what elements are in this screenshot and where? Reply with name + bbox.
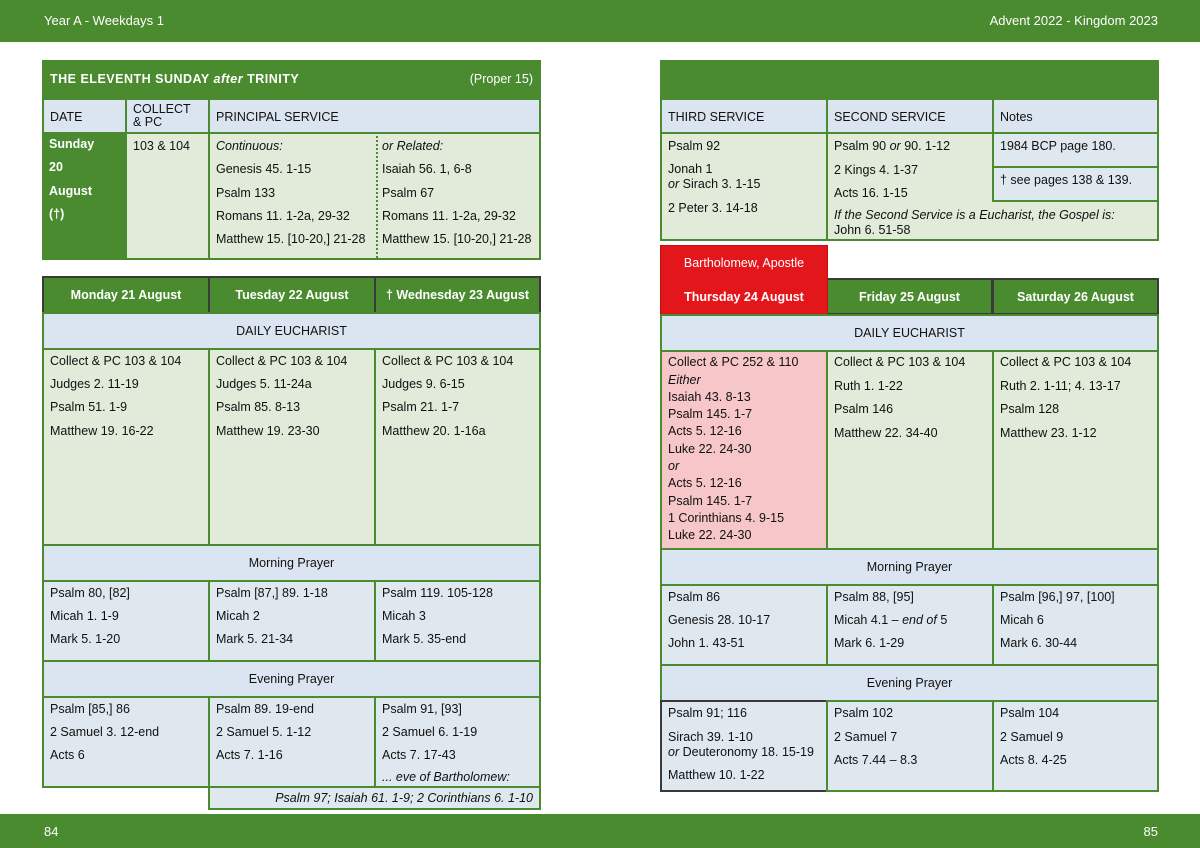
evening-monday-cell: Psalm [85,] 86 2 Samuel 3. 12-end Acts 6: [42, 696, 210, 788]
left-morning-banner: Morning Prayer: [42, 544, 541, 582]
second-psalm-line: Psalm 90 or 90. 1-12: [834, 139, 951, 153]
col-collect-header: COLLECT & PC: [125, 98, 210, 134]
sunday-date-cell: Sunday 20 August (†): [42, 132, 127, 260]
sunday-proper: (Proper 15): [469, 72, 533, 86]
eucharist-thursday-cell: Collect & PC 252 & 110 Either Isaiah 43. 8-13 Psalm 145. 1-7 Acts 5. 12-16 Luke 22. 24-30 or Acts 5. 12-16 Psalm 145. 1-7 1 Corinthians 4. 9-15 Luke 22. 24-30: [660, 350, 828, 550]
eucharist-tuesday-cell: Collect & PC 103 & 104 Judges 5. 11-24a Psalm 85. 8-13 Matthew 19. 23-30: [208, 348, 376, 546]
eucharist-wednesday-cell: Collect & PC 103 & 104 Judges 9. 6-15 Psalm 21. 1-7 Matthew 20. 1-16a: [374, 348, 541, 546]
evening-friday-cell: Psalm 102 2 Samuel 7 Acts 7.44 – 8.3: [826, 700, 994, 792]
continuous-related-divider: [376, 136, 378, 258]
eucharist-saturday-cell: Collect & PC 103 & 104 Ruth 2. 1-11; 4. 13-17 Psalm 128 Matthew 23. 1-12: [992, 350, 1159, 550]
page-header-band: [0, 0, 1200, 42]
evening-wednesday-cell: Psalm 91, [93] 2 Samuel 6. 1-19 Acts 7. 17-43 ... eve of Bartholomew:: [374, 696, 541, 788]
evening-saturday-cell: Psalm 104 2 Samuel 9 Acts 8. 4-25: [992, 700, 1159, 792]
morning-tuesday-cell: Psalm [87,] 89. 1-18 Micah 2 Mark 5. 21-34: [208, 580, 376, 662]
right-morning-banner: Morning Prayer: [660, 548, 1159, 586]
deuteronomy-alt-line: or Deuteronomy 18. 15-19: [668, 745, 814, 759]
day-header-tuesday: Tuesday 22 August: [208, 276, 376, 314]
morning-monday-cell: Psalm 80, [82] Micah 1. 1-9 Mark 5. 1-20: [42, 580, 210, 662]
eucharist-friday-cell: Collect & PC 103 & 104 Ruth 1. 1-22 Psalm 146 Matthew 22. 34-40: [826, 350, 994, 550]
sunday-title: THE ELEVENTH SUNDAY after TRINITY: [50, 72, 300, 86]
right-evening-banner: Evening Prayer: [660, 664, 1159, 702]
sunday-collect-cell: 103 & 104: [125, 132, 210, 260]
col-date-header: DATE: [42, 98, 127, 134]
day-header-thursday: Bartholomew, Apostle Thursday 24 August: [660, 245, 828, 315]
right-eucharist-banner: DAILY EUCHARIST: [660, 314, 1159, 352]
micah-range-line: Micah 4.1 – end of 5: [834, 613, 948, 627]
eucharist-monday-cell: Collect & PC 103 & 104 Judges 2. 11-19 Psalm 51. 1-9 Matthew 19. 16-22: [42, 348, 210, 546]
left-page-number: 84: [44, 824, 59, 839]
left-evening-banner: Evening Prayer: [42, 660, 541, 698]
second-service-cell: Psalm 90 or 90. 1-12 2 Kings 4. 1-37 Acts 16. 1-15 If the Second Service is a Eucharist, the Gospel is: John 6. 51-58: [826, 132, 1159, 241]
left-eucharist-banner: DAILY EUCHARIST: [42, 312, 541, 350]
evening-tuesday-cell: Psalm 89. 19-end 2 Samuel 5. 1-12 Acts 7. 1-16: [208, 696, 376, 788]
notes-cell-1: 1984 BCP page 180.: [992, 132, 1159, 168]
day-header-saturday: Saturday 26 August: [992, 278, 1159, 315]
col-notes-header: Notes: [992, 98, 1159, 134]
col-second-header: SECOND SERVICE: [826, 98, 994, 134]
sunday-title-bar: [42, 60, 541, 98]
morning-saturday-cell: Psalm [96,] 97, [100] Micah 6 Mark 6. 30-44: [992, 584, 1159, 666]
evening-thursday-cell: Psalm 91; 116 Sirach 39. 1-10 or Deuteronomy 18. 15-19 Matthew 10. 1-22: [660, 700, 828, 792]
col-principal-header: PRINCIPAL SERVICE: [208, 98, 541, 134]
third-alt-line: or Sirach 3. 1-15: [668, 177, 761, 191]
morning-friday-cell: Psalm 88, [95] Micah 4.1 – end of 5 Mark 6. 1-29: [826, 584, 994, 666]
eve-readings-cell: Psalm 97; Isaiah 61. 1-9; 2 Corinthians 6. 1-10: [208, 786, 541, 810]
sunday-principal-cell: Continuous: Genesis 45. 1-15 Psalm 133 Romans 11. 1-2a, 29-32 Matthew 15. [10-20,] 21-28 or Related: Isaiah 56. 1, 6-8 Psalm 67 Romans 11. 1-2a, 29-32 Matthew 15. [10-20,] 21-28: [208, 132, 541, 260]
col-third-header: THIRD SERVICE: [660, 98, 828, 134]
notes-cell-2: † see pages 138 & 139.: [992, 166, 1159, 202]
morning-thursday-cell: Psalm 86 Genesis 28. 10-17 John 1. 43-51: [660, 584, 828, 666]
header-right-text: Advent 2022 - Kingdom 2023: [989, 13, 1158, 28]
day-header-wednesday: † Wednesday 23 August: [374, 276, 541, 314]
page-footer-band: [0, 814, 1200, 848]
header-left-text: Year A - Weekdays 1: [44, 13, 164, 28]
right-page-number: 85: [1143, 824, 1158, 839]
sunday-continued-bar: [660, 60, 1159, 98]
day-header-friday: Friday 25 August: [828, 278, 993, 315]
morning-wednesday-cell: Psalm 119. 105-128 Micah 3 Mark 5. 35-end: [374, 580, 541, 662]
third-service-cell: Psalm 92 Jonah 1 or Sirach 3. 1-15 2 Peter 3. 14-18: [660, 132, 828, 241]
eve-of-bartholomew-label: ... eve of Bartholomew:: [382, 770, 510, 784]
day-header-monday: Monday 21 August: [42, 276, 210, 314]
